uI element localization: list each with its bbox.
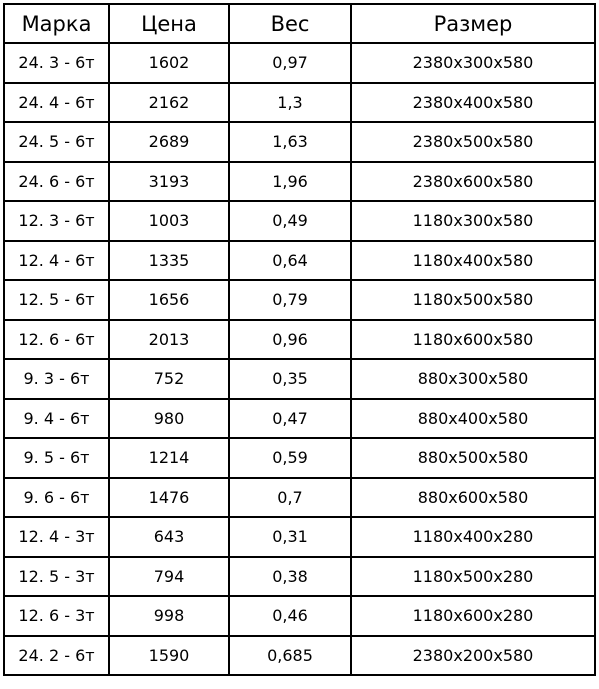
cell-price: 752 [109,359,229,399]
cell-price: 2689 [109,122,229,162]
cell-price: 1003 [109,201,229,241]
cell-size: 1180x500x580 [351,280,595,320]
cell-size: 1180x400x280 [351,517,595,557]
cell-weight: 0,35 [229,359,351,399]
cell-size: 2380x500x580 [351,122,595,162]
cell-size: 2380x600x580 [351,162,595,202]
cell-price: 2162 [109,83,229,123]
table-row [4,43,595,83]
cell-mark: 24. 3 - 6т [4,43,109,83]
cell-size: 1180x500x280 [351,557,595,597]
table-row [4,280,595,320]
cell-weight: 0,47 [229,399,351,439]
cell-weight: 1,63 [229,122,351,162]
cell-price: 2013 [109,320,229,360]
cell-size: 1180x400x580 [351,241,595,281]
cell-size: 880x300x580 [351,359,595,399]
cell-mark: 24. 4 - 6т [4,83,109,123]
cell-weight: 0,49 [229,201,351,241]
cell-mark: 12. 6 - 3т [4,596,109,636]
cell-price: 1476 [109,478,229,518]
table-row [4,201,595,241]
cell-price: 1335 [109,241,229,281]
cell-size: 1180x600x580 [351,320,595,360]
cell-mark: 24. 6 - 6т [4,162,109,202]
cell-weight: 1,3 [229,83,351,123]
cell-weight: 0,7 [229,478,351,518]
cell-mark: 12. 4 - 3т [4,517,109,557]
header-row [4,4,595,43]
cell-size: 2380x400x580 [351,83,595,123]
cell-size: 2380x300x580 [351,43,595,83]
header-size: Размер [351,4,595,43]
cell-price: 1656 [109,280,229,320]
cell-price: 1214 [109,438,229,478]
cell-price: 998 [109,596,229,636]
table-row [4,478,595,518]
table-row [4,83,595,123]
cell-weight: 0,31 [229,517,351,557]
table-row [4,359,595,399]
cell-weight: 0,38 [229,557,351,597]
table-row [4,557,595,597]
cell-mark: 12. 5 - 6т [4,280,109,320]
header-weight: Вес [229,4,351,43]
cell-mark: 12. 6 - 6т [4,320,109,360]
cell-size: 880x600x580 [351,478,595,518]
cell-mark: 12. 3 - 6т [4,201,109,241]
cell-size: 2380x200x580 [351,636,595,676]
cell-weight: 0,97 [229,43,351,83]
table-row [4,162,595,202]
header-mark: Марка [4,4,109,43]
price-table [3,3,596,676]
cell-price: 1602 [109,43,229,83]
cell-weight: 0,96 [229,320,351,360]
table-row [4,320,595,360]
cell-size: 880x500x580 [351,438,595,478]
cell-price: 643 [109,517,229,557]
cell-mark: 12. 4 - 6т [4,241,109,281]
cell-weight: 0,59 [229,438,351,478]
table-row [4,241,595,281]
cell-price: 980 [109,399,229,439]
cell-weight: 0,46 [229,596,351,636]
cell-weight: 0,79 [229,280,351,320]
cell-mark: 9. 4 - 6т [4,399,109,439]
table-row [4,399,595,439]
table-row [4,636,595,676]
cell-price: 794 [109,557,229,597]
cell-price: 3193 [109,162,229,202]
table-row [4,517,595,557]
cell-weight: 1,96 [229,162,351,202]
header-price: Цена [109,4,229,43]
table-row [4,122,595,162]
cell-mark: 9. 6 - 6т [4,478,109,518]
cell-mark: 9. 5 - 6т [4,438,109,478]
cell-price: 1590 [109,636,229,676]
cell-mark: 12. 5 - 3т [4,557,109,597]
cell-mark: 9. 3 - 6т [4,359,109,399]
table-row [4,596,595,636]
cell-mark: 24. 5 - 6т [4,122,109,162]
cell-weight: 0,685 [229,636,351,676]
cell-weight: 0,64 [229,241,351,281]
cell-mark: 24. 2 - 6т [4,636,109,676]
table-row [4,438,595,478]
table-body [4,43,595,675]
cell-size: 1180x300x580 [351,201,595,241]
cell-size: 880x400x580 [351,399,595,439]
cell-size: 1180x600x280 [351,596,595,636]
